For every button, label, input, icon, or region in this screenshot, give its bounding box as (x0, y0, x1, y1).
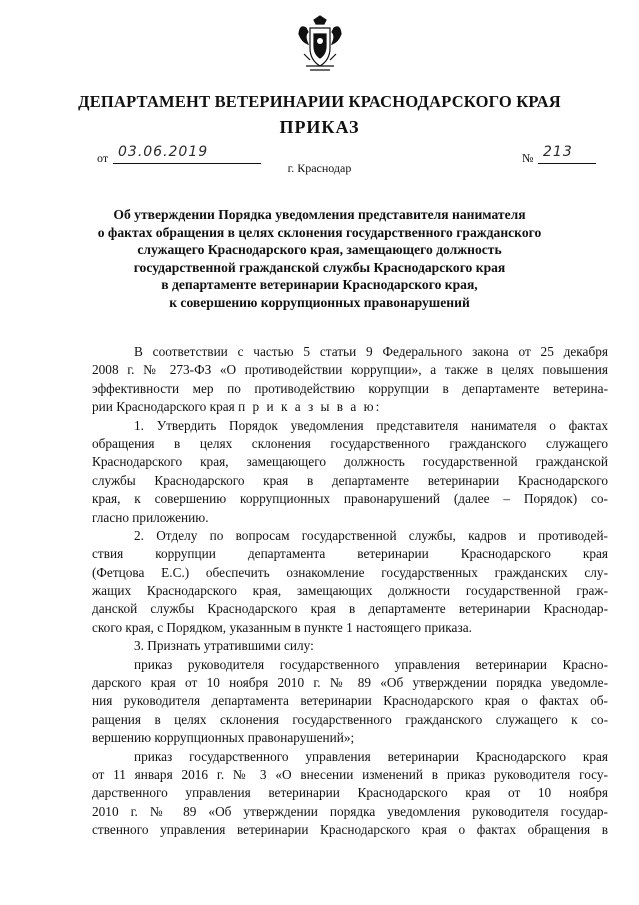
body-line: от 11 января 2016 г. № 3 «О внесении изменений в приказ руководителя госу- (92, 766, 608, 782)
body-line: 2008 г. № 273-ФЗ «О противодействии коррупции», а также в целях повышения (92, 362, 608, 378)
city: г. Краснодар (287, 161, 352, 175)
title-line: в департаменте ветеринарии Краснодарского края, (161, 277, 478, 293)
title-line: Об утверждении Порядка уведомления представителя нанимателя (113, 207, 526, 222)
body-line: данской службы Краснодарского края в департаменте ветеринарии Краснодар- (92, 601, 608, 617)
body-line: 2010 г. № 89 «Об утверждении порядка уведомления руководителя государ- (92, 803, 608, 819)
date-label: от (97, 151, 109, 165)
body-line: ращения в целях склонения государственного гражданского служащего к со- (92, 711, 608, 727)
number-label: № (522, 151, 534, 165)
body-line: ственного управления ветеринарии Краснодарского края о фактах обращения в (92, 822, 608, 838)
body-line: края, к совершению коррупционных правонарушений (далее – Порядок) со- (92, 491, 608, 507)
body-line: жащих Краснодарского края, замещающих должности государственной граж- (92, 583, 608, 599)
body-line: эффективности мер по противодействию коррупции в департаменте ветерина- (92, 380, 608, 396)
body-line: приказ руководителя государственного управления ветеринарии Красно- (134, 656, 608, 672)
title-line: к совершению коррупционных правонарушений (169, 294, 470, 310)
body-line: гласно приложению. (92, 509, 209, 525)
title-line: о фактах обращения в целях склонения государственного гражданского (97, 224, 542, 240)
body-line: В соответствии с частью 5 статьи 9 Федерального закона от 25 декабря (134, 344, 608, 359)
krasnodar-coat-of-arms-icon (296, 14, 344, 76)
body-line: дарского края от 10 ноября 2010 г. № 89 «Об утверждении порядка уведомле- (92, 675, 608, 691)
order-title (60, 206, 579, 312)
body-line: 1. Утвердить Порядок уведомления представителя нанимателя о фактах (134, 417, 608, 433)
body-line: ского края, с Порядком, указанным в пункте 1 настоящего приказа. (92, 619, 472, 635)
body-line: Краснодарского края, замещающего должность государственной гражданской (92, 454, 608, 470)
body-line: приказ государственного управления ветеринарии Краснодарского края (134, 748, 608, 764)
date-value: 03.06.2019 (118, 144, 209, 160)
title-line: служащего Краснодарского края, замещающего должность (137, 242, 502, 258)
department-name: ДЕПАРТАМЕНТ ВЕТЕРИНАРИИ КРАСНОДАРСКОГО КРАЯ (78, 92, 561, 111)
number-underline (538, 163, 596, 164)
body-line: службы Краснодарского края в департаменте ветеринарии Краснодарского (92, 472, 608, 488)
order-directive: п р и к а з ы в а ю (238, 399, 376, 415)
order-body (92, 343, 608, 840)
body-line: дарственного управления ветеринарии Краснодарского края от 10 ноября (92, 785, 608, 801)
body-line: ствия коррупции департамента ветеринарии Краснодарского края (92, 546, 608, 562)
body-line: вершению коррупционных правонарушений»; (92, 730, 355, 746)
body-line: ния руководителя департамента ветеринарии Краснодарского края о фактах об- (92, 693, 608, 709)
title-line: государственной гражданской службы Краснодарского края (133, 259, 506, 275)
number-value: 213 (543, 144, 573, 160)
body-line: 2. Отделу по вопросам государственной службы, кадров и противодей- (134, 527, 608, 543)
body-line: рии Краснодарского края п р и к а з ы в а ю: (92, 399, 380, 415)
document-type: ПРИКАЗ (279, 117, 360, 137)
body-line: 3. Признать утратившими силу: (134, 638, 314, 654)
body-line: обращения в целях склонения государственного гражданского служащего (92, 435, 608, 451)
body-line: (Фетцова Е.С.) обеспечить ознакомление государственных гражданских слу- (92, 564, 608, 580)
